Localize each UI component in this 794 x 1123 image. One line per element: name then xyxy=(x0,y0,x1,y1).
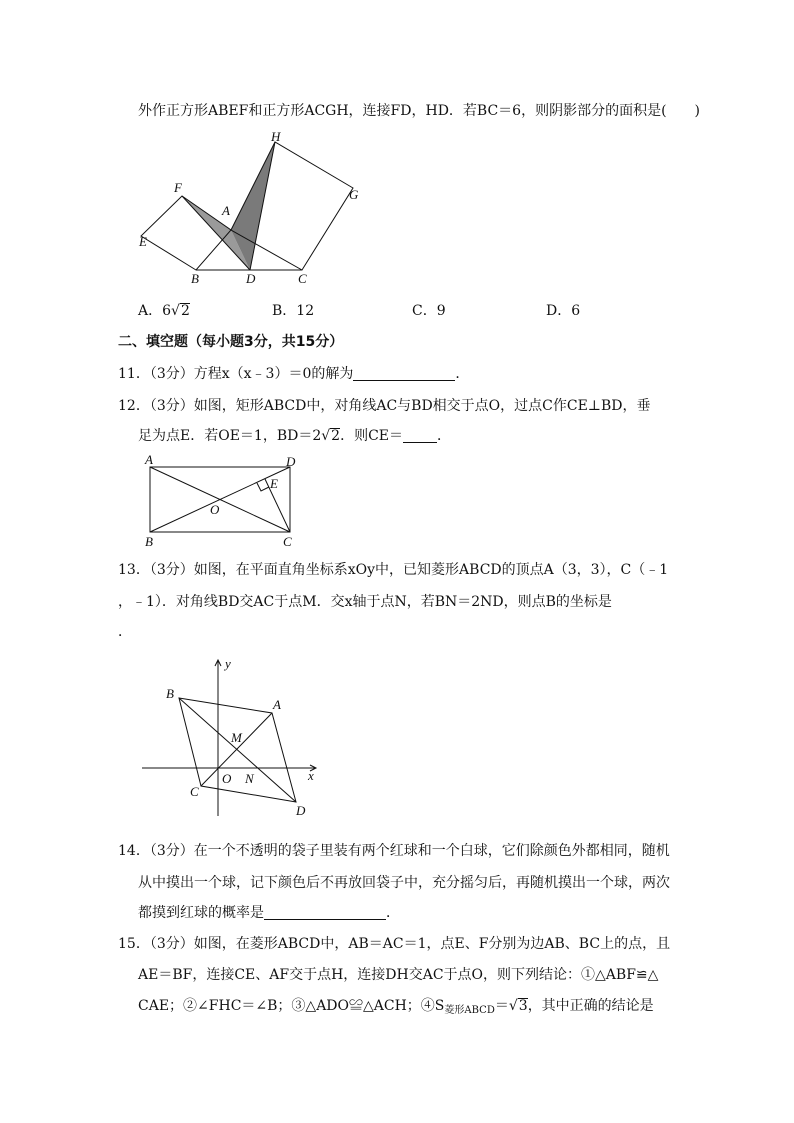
q10-figure xyxy=(136,130,376,290)
q13-line3: ． xyxy=(118,624,132,640)
q15-line3: CAE；②∠FHC＝∠B；③△ADO≌△ACH；$④S_{菱形ABCD}=√3$，其中正确的结论是 xyxy=(138,998,654,1016)
q14-line1: 14．（3分）在一个不透明的袋子里装有两个红球和一个白球，它们除颜色外都相同，随机 xyxy=(118,843,670,859)
q12-label-o: O xyxy=(210,502,220,517)
q10-label-b: B xyxy=(191,271,199,286)
q13-label-d: D xyxy=(296,803,306,818)
q11-answer-blank[interactable] xyxy=(353,365,455,381)
q10-choice-d[interactable]: D．6 xyxy=(546,303,581,319)
q12-label-c: C xyxy=(283,534,292,549)
q13-line2: ，﹣1）．对角线BD交AC于点M．交x轴于点N，若BN＝2ND，则点B的坐标是 xyxy=(118,594,612,610)
q10-label-f: F xyxy=(174,180,182,195)
q12-label-d: D xyxy=(286,454,296,469)
q10-label-a: A xyxy=(222,203,230,218)
q13-label-y: y xyxy=(225,656,231,671)
q13-label-o: O xyxy=(222,771,232,786)
q13-label-a: A xyxy=(273,697,281,712)
q13-line1: 13．（3分）如图，在平面直角坐标系xOy中，已知菱形ABCD的顶点A（3，3），C（﹣1 xyxy=(118,562,669,578)
q13-figure xyxy=(140,656,330,820)
q15-line1: 15．（3分）如图，在菱形ABCD中，AB＝AC＝1，点E、F分别为边AB、BC上的点，且 xyxy=(118,936,671,952)
q12-figure xyxy=(140,452,310,548)
q12-label-a: A xyxy=(145,452,153,467)
q10-label-h: H xyxy=(271,129,281,144)
q10-label-c: C xyxy=(298,271,307,286)
q13-label-m: M xyxy=(231,730,242,745)
q10-stem: 外作正方形ABEF和正方形ACGH，连接FD，HD．若BC＝6，则阴影部分的面积是( ) xyxy=(138,103,701,119)
q14-line3: 都摸到红球的概率是 ． xyxy=(138,905,400,921)
q12-line1: 12．（3分）如图，矩形ABCD中，对角线AC与BD相交于点O，过点C作CE⊥BD，垂 xyxy=(118,398,651,414)
q12-line2: 足为点E．若OE＝1，BD＝2√2．则CE＝ ． xyxy=(138,428,452,444)
q13-label-x: x xyxy=(308,768,314,783)
q15-line2: AE＝BF，连接CE、AF交于点H，连接DH交AC于点O，则下列结论：①△ABF≌△ xyxy=(138,967,659,983)
q10-choice-b[interactable]: B．12 xyxy=(272,303,315,319)
q12-label-b: B xyxy=(145,534,153,549)
q13-label-c: C xyxy=(190,784,199,799)
q12-answer-blank[interactable] xyxy=(403,427,437,443)
q10-choice-c[interactable]: C．9 xyxy=(412,303,446,319)
q10-choice-a[interactable]: A．6√2 xyxy=(138,303,190,319)
q10-label-g: G xyxy=(349,187,359,202)
q13-label-b: B xyxy=(166,686,174,701)
q11: 11．（3分）方程x（x﹣3）＝0的解为 ． xyxy=(118,366,470,382)
q13-label-n: N xyxy=(245,771,254,786)
q12-label-e: E xyxy=(270,476,278,491)
q14-answer-blank[interactable] xyxy=(264,904,386,920)
q14-line2: 从中摸出一个球，记下颜色后不再放回袋子中，充分摇匀后，再随机摸出一个球，两次 xyxy=(138,875,670,891)
section-heading: 二、填空题（每小题3分，共15分） xyxy=(118,334,344,350)
q10-label-e: E xyxy=(139,234,147,249)
q10-label-d: D xyxy=(246,271,256,286)
